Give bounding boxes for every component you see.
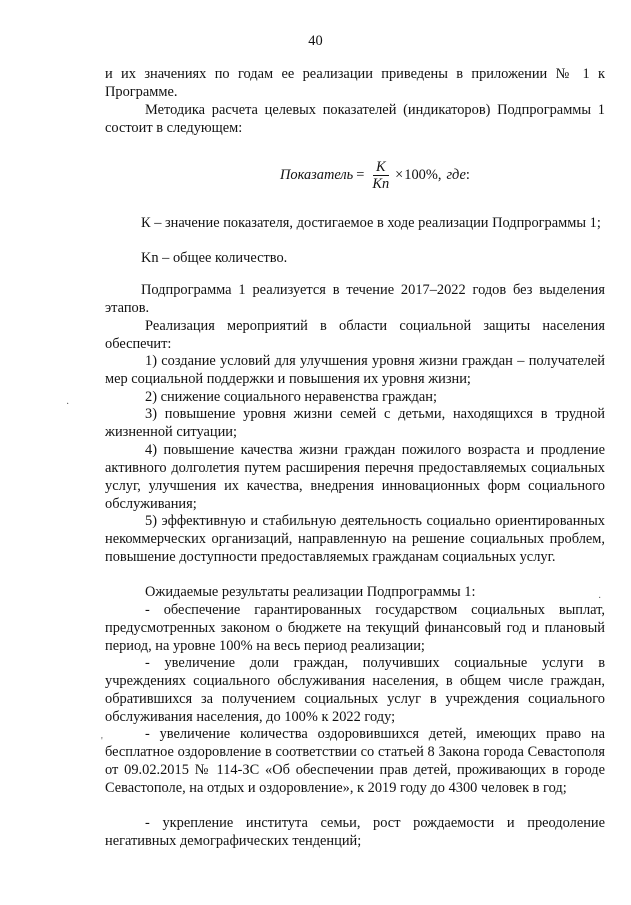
result-item-payments: - обеспечение гарантированных государством социальных выплат, предусмотренных законом о бюджете на текущий финансовый год и плановый период, на уровне 100% на весь период реализации; xyxy=(105,602,605,654)
paragraph-social-protection-intro: Реализация мероприятий в области социальной защиты населения обеспечит: xyxy=(105,318,605,352)
list-item-3: 3) повышение уровня жизни семей с детьми, находящихся в трудной жизненной ситуации; xyxy=(105,406,605,440)
list-item-1: 1) создание условий для улучшения уровня жизни граждан – получателей мер социальной поддержки и повышения их уровня жизни; xyxy=(105,353,605,387)
paragraph-k-definition: К – значение показателя, достигаемое в ходе реализации Подпрограммы 1; xyxy=(141,215,601,231)
formula-numerator: K xyxy=(373,159,389,176)
formula-equals: = xyxy=(356,167,365,184)
paragraph-appendix-reference: и их значениях по годам ее реализации приведены в приложении № 1 к Программе. xyxy=(105,66,605,100)
result-item-child-recreation: - увеличение количества оздоровившихся детей, имеющих право на бесплатное оздоровление в соответствии со статьей 8 Закона города Севастополя от 09.02.2015 № 114-ЗС «Об обеспечении прав детей, проживающих в городе Севастополе, на отдых и оздоровление», к 2019 году до 4300 человек в год; xyxy=(105,726,605,796)
formula-times: × xyxy=(395,167,404,184)
page-number: 40 xyxy=(308,33,323,49)
scan-mark: ' xyxy=(101,736,103,747)
list-item-5: 5) эффективную и стабильную деятельность социально ориентированных некоммерческих организаций, направленную на решение социальных проблем, повышение доступности предоставляемых гражданам социальных услуг. xyxy=(105,513,605,565)
scan-mark: · xyxy=(598,593,602,604)
formula-percent: 100%, xyxy=(404,167,442,184)
formula-fraction xyxy=(369,159,392,193)
formula-lhs: Показатель xyxy=(280,167,354,184)
scan-mark: · xyxy=(66,399,70,410)
indicator-formula xyxy=(280,156,470,196)
paragraph-methodology: Методика расчета целевых показателей (индикаторов) Подпрограммы 1 состоит в следующем: xyxy=(105,102,605,136)
result-item-social-services: - увеличение доли граждан, получивших социальные услуги в учреждениях социального обслуживания населения, в общем числе граждан, обратившихся за получением социальных услуг в учреждения социального обслуживания населения, до 100% к 2022 году; xyxy=(105,655,605,725)
formula-colon: : xyxy=(465,167,470,184)
list-item-2: 2) снижение социального неравенства граждан; xyxy=(145,389,437,405)
paragraph-expected-results: Ожидаемые результаты реализации Подпрограммы 1: xyxy=(145,584,476,600)
formula-denominator: Kn xyxy=(372,176,390,192)
paragraph-implementation-period: Подпрограмма 1 реализуется в течение 2017–2022 годов без выделения этапов. xyxy=(105,282,605,316)
formula-where: где xyxy=(446,167,466,184)
list-item-4: 4) повышение качества жизни граждан пожилого возраста и продление активного долголетия путем расширения перечня предоставляемых социальных услуг, улучшения их качества, внедрения инновационных форм социального обслуживания; xyxy=(105,442,605,512)
paragraph-kn-definition: Kn – общее количество. xyxy=(141,250,288,266)
result-item-family: - укрепление института семьи, рост рождаемости и преодоление негативных демографических тенденций; xyxy=(105,815,605,849)
